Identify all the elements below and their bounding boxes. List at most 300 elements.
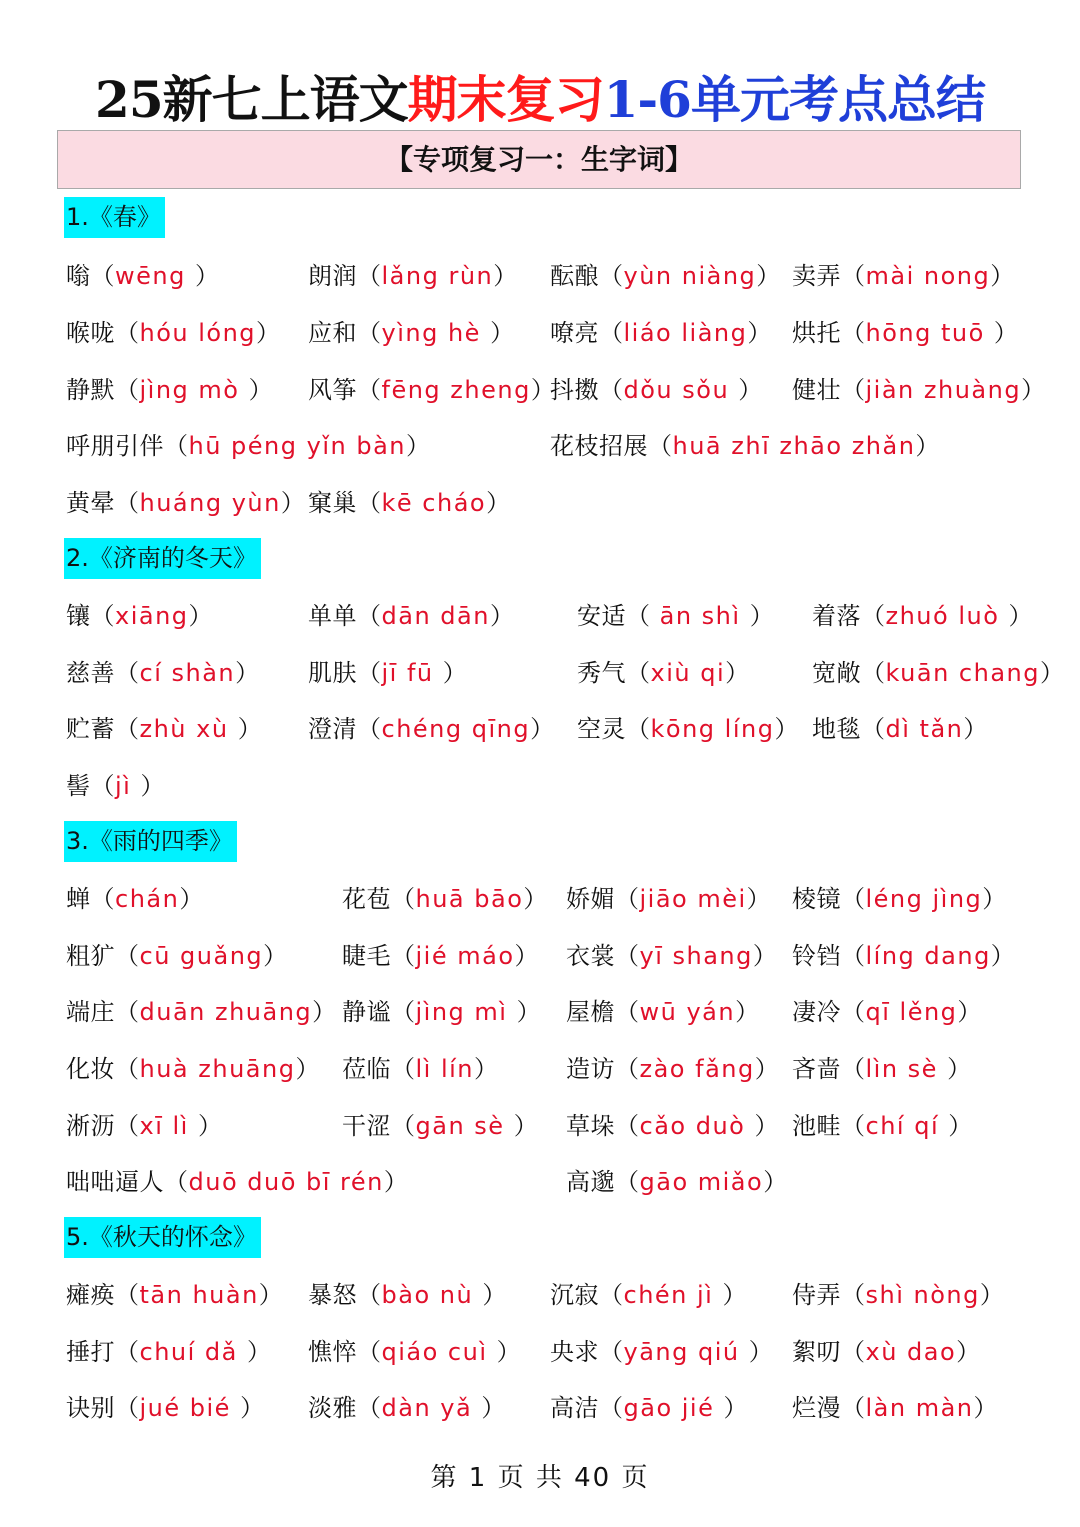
vocab-entry <box>308 373 555 407</box>
open-paren: （ <box>357 262 382 290</box>
close-paren: ） <box>486 489 511 517</box>
open-paren: （ <box>115 942 140 970</box>
vocab-entry <box>792 995 982 1029</box>
open-paren: （ <box>115 489 140 517</box>
vocab-entry <box>550 259 781 293</box>
vocab-pinyin: jī fū <box>381 659 443 687</box>
vocab-pinyin: chuí dǎ <box>139 1338 247 1366</box>
vocab-pinyin: dǒu sǒu <box>623 376 739 404</box>
close-paren: ） <box>496 1338 522 1366</box>
vocab-word: 吝啬 <box>792 1055 841 1083</box>
close-paren: ） <box>1039 659 1065 687</box>
vocab-word: 棱镜 <box>792 885 841 913</box>
vocab-word: 铃铛 <box>792 942 841 970</box>
vocab-word: 化妆 <box>66 1055 115 1083</box>
vocab-word: 镶 <box>66 602 91 630</box>
open-paren: （ <box>391 1112 416 1140</box>
open-paren: （ <box>115 1281 140 1309</box>
close-paren: ） <box>723 1394 748 1422</box>
vocab-word: 贮蓄 <box>66 715 115 743</box>
vocab-entry <box>792 373 1046 407</box>
close-paren: ） <box>979 1281 1005 1309</box>
vocab-word: 朗润 <box>308 262 357 290</box>
open-paren: （ <box>115 715 140 743</box>
vocab-entry <box>66 373 273 407</box>
vocab-word: 端庄 <box>66 998 115 1026</box>
vocab-word: 凄冷 <box>792 998 841 1026</box>
open-paren: （ <box>90 602 115 630</box>
vocab-entry <box>792 882 1007 916</box>
vocab-pinyin: gān sè <box>415 1112 514 1140</box>
open-paren: （ <box>648 432 673 460</box>
vocab-word: 高洁 <box>550 1394 599 1422</box>
open-paren: （ <box>391 1055 416 1083</box>
vocab-pinyin: hōng tuō <box>865 319 994 347</box>
close-paren: ） <box>240 1394 265 1422</box>
vocab-pinyin: làn màn <box>865 1394 974 1422</box>
vocab-word: 嘹亮 <box>550 319 599 347</box>
close-paren: ） <box>722 1281 747 1309</box>
open-paren: （ <box>357 715 382 743</box>
vocab-entry <box>550 1335 773 1369</box>
vocab-word: 捶打 <box>66 1338 115 1366</box>
close-paren: ） <box>516 998 542 1026</box>
vocab-entry <box>577 712 799 746</box>
open-paren: （ <box>115 659 140 687</box>
open-paren: （ <box>841 1055 866 1083</box>
vocab-word: 草垛 <box>566 1112 615 1140</box>
open-paren: （ <box>599 1281 624 1309</box>
open-paren: （ <box>115 1112 140 1140</box>
vocab-entry <box>550 1391 748 1425</box>
vocab-entry <box>577 599 774 633</box>
close-paren: ） <box>735 998 760 1026</box>
vocab-word: 高邈 <box>566 1168 615 1196</box>
open-paren: （ <box>615 1055 640 1083</box>
vocab-pinyin: cū guǎng <box>139 942 264 970</box>
vocab-word: 粗犷 <box>66 942 115 970</box>
open-paren: （ <box>90 885 115 913</box>
close-paren: ） <box>993 319 1019 347</box>
vocab-pinyin: wū yán <box>639 998 736 1026</box>
vocab-word: 瘫痪 <box>66 1281 115 1309</box>
close-paren: ） <box>530 715 555 743</box>
close-paren: ） <box>725 659 750 687</box>
vocab-entry <box>66 1278 283 1312</box>
vocab-pinyin: dān dān <box>381 602 490 630</box>
vocab-entry <box>812 656 1064 690</box>
vocab-pinyin: hū péng yǐn bàn <box>188 432 406 460</box>
open-paren: （ <box>599 1338 624 1366</box>
vocab-word: 干涩 <box>342 1112 391 1140</box>
vocab-word: 淅沥 <box>66 1112 115 1140</box>
close-paren: ） <box>982 885 1007 913</box>
vocab-entry <box>66 769 165 803</box>
vocab-entry <box>66 316 281 350</box>
vocab-word: 地毯 <box>812 715 861 743</box>
open-paren: （ <box>599 262 624 290</box>
vocab-pinyin: huà zhuāng <box>139 1055 296 1083</box>
close-paren: ） <box>248 376 274 404</box>
vocab-entry <box>308 1335 521 1369</box>
section-banner: 【专项复习一：生字词】 <box>57 130 1021 189</box>
vocab-entry <box>342 1052 499 1086</box>
vocab-word: 絮叨 <box>792 1338 841 1366</box>
open-paren: （ <box>841 1281 866 1309</box>
open-paren: （ <box>615 1168 640 1196</box>
close-paren: ） <box>754 1112 779 1140</box>
page-title <box>0 62 1080 138</box>
vocab-pinyin: dì tǎn <box>885 715 964 743</box>
vocab-entry <box>792 1335 981 1369</box>
vocab-pinyin: xī lì <box>139 1112 198 1140</box>
open-paren: （ <box>626 602 651 630</box>
open-paren: （ <box>841 1338 866 1366</box>
vocab-word: 酝酿 <box>550 262 599 290</box>
vocab-pinyin: mài nong <box>865 262 991 290</box>
vocab-pinyin: kōng líng <box>650 715 775 743</box>
vocab-entry <box>308 656 467 690</box>
close-paren: ） <box>756 262 781 290</box>
vocab-pinyin: xiù qi <box>650 659 726 687</box>
vocab-pinyin: huáng yùn <box>139 489 281 517</box>
vocab-entry <box>566 1109 779 1143</box>
close-paren: ） <box>530 376 556 404</box>
open-paren: （ <box>841 262 866 290</box>
vocab-word: 单单 <box>308 602 357 630</box>
vocab-entry <box>66 1335 271 1369</box>
close-paren: ） <box>774 715 799 743</box>
vocab-pinyin: huā zhī zhāo zhǎn <box>672 432 916 460</box>
vocab-pinyin: liáo liàng <box>623 319 748 347</box>
vocab-pinyin: jìng mò <box>139 376 249 404</box>
open-paren: （ <box>357 1338 382 1366</box>
close-paren: ） <box>237 715 263 743</box>
title-part-grade: 25新七上语文 <box>95 70 408 129</box>
vocab-word: 健壮 <box>792 376 841 404</box>
vocab-entry <box>550 316 772 350</box>
open-paren: （ <box>841 1112 866 1140</box>
vocab-pinyin: huā bāo <box>415 885 524 913</box>
vocab-pinyin: jié máo <box>415 942 515 970</box>
open-paren: （ <box>357 489 382 517</box>
section-heading: 5.《秋天的怀念》 <box>64 1217 261 1258</box>
vocab-word: 安适 <box>577 602 626 630</box>
close-paren: ） <box>140 772 165 800</box>
close-paren: ） <box>746 885 772 913</box>
vocab-entry <box>792 316 1018 350</box>
section-heading: 1.《春》 <box>64 197 165 238</box>
vocab-pinyin: duān zhuāng <box>139 998 313 1026</box>
close-paren: ） <box>763 1168 788 1196</box>
vocab-entry <box>308 486 511 520</box>
vocab-entry <box>566 1165 788 1199</box>
vocab-word: 憔悴 <box>308 1338 357 1366</box>
open-paren: （ <box>115 1055 140 1083</box>
vocab-pinyin: jiàn zhuàng <box>865 376 1022 404</box>
vocab-word: 蝉 <box>66 885 91 913</box>
open-paren: （ <box>357 319 382 347</box>
vocab-entry <box>550 373 763 407</box>
close-paren: ） <box>474 1055 499 1083</box>
vocab-entry <box>66 1165 408 1199</box>
vocab-word: 池畦 <box>792 1112 841 1140</box>
open-paren: （ <box>357 602 382 630</box>
vocab-pinyin: qiáo cuì <box>381 1338 497 1366</box>
vocab-pinyin: hóu lóng <box>139 319 257 347</box>
close-paren: ） <box>1008 602 1034 630</box>
close-paren: ） <box>947 1055 972 1083</box>
vocab-entry <box>342 939 539 973</box>
vocab-word: 娇媚 <box>566 885 615 913</box>
vocab-pinyin: duō duō bī rén <box>188 1168 384 1196</box>
vocab-pinyin: cǎo duò <box>639 1112 755 1140</box>
open-paren: （ <box>164 1168 189 1196</box>
close-paren: ） <box>406 432 431 460</box>
vocab-entry <box>792 939 1015 973</box>
close-paren: ） <box>990 262 1015 290</box>
close-paren: ） <box>442 659 468 687</box>
close-paren: ） <box>490 319 515 347</box>
vocab-word: 呼朋引伴 <box>66 432 164 460</box>
vocab-pinyin: wēng <box>115 262 195 290</box>
vocab-word: 莅临 <box>342 1055 391 1083</box>
vocab-word: 窠巢 <box>308 489 357 517</box>
vocab-pinyin: yùn niàng <box>623 262 757 290</box>
open-paren: （ <box>626 659 651 687</box>
vocab-word: 宽敞 <box>812 659 861 687</box>
vocab-word: 髻 <box>66 772 91 800</box>
vocab-entry <box>66 882 204 916</box>
close-paren: ） <box>748 1338 774 1366</box>
close-paren: ） <box>481 1394 506 1422</box>
vocab-pinyin: zhù xù <box>139 715 238 743</box>
open-paren: （ <box>391 885 416 913</box>
vocab-entry <box>792 259 1015 293</box>
vocab-entry <box>66 939 288 973</box>
close-paren: ） <box>738 376 763 404</box>
vocab-pinyin: xiāng <box>115 602 189 630</box>
vocab-pinyin: fēng zheng <box>381 376 531 404</box>
vocab-entry <box>550 429 940 463</box>
close-paren: ） <box>188 602 214 630</box>
vocab-pinyin: líng dang <box>865 942 991 970</box>
page-footer: 第 1 页 共 40 页 <box>430 1463 650 1493</box>
vocab-pinyin: dàn yǎ <box>381 1394 482 1422</box>
vocab-entry <box>566 939 777 973</box>
vocab-word: 着落 <box>812 602 861 630</box>
vocab-word: 衣裳 <box>566 942 615 970</box>
open-paren: （ <box>841 885 866 913</box>
vocab-entry <box>342 1109 538 1143</box>
vocab-pinyin: kuān chang <box>885 659 1040 687</box>
vocab-entry <box>66 1052 320 1086</box>
vocab-pinyin: zào fǎng <box>639 1055 755 1083</box>
vocab-entry <box>308 712 555 746</box>
vocab-entry <box>812 599 1033 633</box>
vocab-entry <box>66 429 431 463</box>
vocab-entry <box>308 1391 506 1425</box>
vocab-entry <box>792 1109 973 1143</box>
close-paren: ） <box>513 1112 539 1140</box>
close-paren: ） <box>514 942 539 970</box>
vocab-word: 屋檐 <box>566 998 615 1026</box>
close-paren: ） <box>194 262 220 290</box>
vocab-pinyin: chán <box>115 885 180 913</box>
vocab-entry <box>308 599 514 633</box>
vocab-word: 慈善 <box>66 659 115 687</box>
vocab-pinyin: bào nù <box>381 1281 483 1309</box>
vocab-pinyin: chén jì <box>623 1281 723 1309</box>
vocab-pinyin: shì nòng <box>865 1281 980 1309</box>
close-paren: ） <box>235 659 260 687</box>
open-paren: （ <box>626 715 651 743</box>
vocab-pinyin: yī shang <box>639 942 753 970</box>
open-paren: （ <box>90 772 115 800</box>
vocab-pinyin: lǎng rùn <box>381 262 494 290</box>
vocab-pinyin: yìng hè <box>381 319 491 347</box>
vocab-word: 咄咄逼人 <box>66 1168 164 1196</box>
vocab-entry <box>792 1052 972 1086</box>
vocab-word: 睫毛 <box>342 942 391 970</box>
open-paren: （ <box>90 262 115 290</box>
close-paren: ） <box>973 1394 999 1422</box>
open-paren: （ <box>841 376 866 404</box>
open-paren: （ <box>841 998 866 1026</box>
title-part-review: 期末复习 <box>407 70 604 129</box>
vocab-pinyin: zhuó luò <box>885 602 1009 630</box>
open-paren: （ <box>615 998 640 1026</box>
close-paren: ） <box>489 602 515 630</box>
close-paren: ） <box>1021 376 1046 404</box>
open-paren: （ <box>115 1394 140 1422</box>
vocab-entry <box>566 1052 779 1086</box>
open-paren: （ <box>357 1394 382 1422</box>
open-paren: （ <box>841 942 866 970</box>
vocab-word: 诀别 <box>66 1394 115 1422</box>
open-paren: （ <box>861 715 886 743</box>
vocab-word: 风筝 <box>308 376 357 404</box>
vocab-word: 沉寂 <box>550 1281 599 1309</box>
close-paren: ） <box>280 489 306 517</box>
vocab-word: 淡雅 <box>308 1394 357 1422</box>
section-heading: 3.《雨的四季》 <box>64 821 237 862</box>
vocab-word: 嗡 <box>66 262 91 290</box>
open-paren: （ <box>357 659 382 687</box>
open-paren: （ <box>115 998 140 1026</box>
vocab-entry <box>308 259 518 293</box>
vocab-word: 卖弄 <box>792 262 841 290</box>
close-paren: ） <box>493 262 518 290</box>
close-paren: ） <box>915 432 940 460</box>
vocab-pinyin: gāo jié <box>623 1394 724 1422</box>
vocab-pinyin: ān shì <box>650 602 750 630</box>
vocab-word: 烘托 <box>792 319 841 347</box>
close-paren: ） <box>256 319 281 347</box>
open-paren: （ <box>615 942 640 970</box>
vocab-entry <box>308 316 515 350</box>
vocab-pinyin: chéng qīng <box>381 715 531 743</box>
vocab-entry <box>66 712 262 746</box>
vocab-word: 花枝招展 <box>550 432 648 460</box>
vocab-word: 侍弄 <box>792 1281 841 1309</box>
close-paren: ） <box>482 1281 507 1309</box>
close-paren: ） <box>312 998 337 1026</box>
open-paren: （ <box>841 319 866 347</box>
vocab-pinyin: tān huàn <box>139 1281 259 1309</box>
vocab-word: 央求 <box>550 1338 599 1366</box>
close-paren: ） <box>956 1338 981 1366</box>
vocab-pinyin: jìng mì <box>415 998 517 1026</box>
open-paren: （ <box>861 602 886 630</box>
close-paren: ） <box>963 715 988 743</box>
open-paren: （ <box>115 319 140 347</box>
vocab-pinyin: xù dao <box>865 1338 957 1366</box>
vocab-pinyin: kē cháo <box>381 489 487 517</box>
vocab-entry <box>66 656 260 690</box>
vocab-pinyin: chí qí <box>865 1112 949 1140</box>
vocab-word: 静谧 <box>342 998 391 1026</box>
open-paren: （ <box>391 998 416 1026</box>
vocab-entry <box>577 656 750 690</box>
open-paren: （ <box>391 942 416 970</box>
vocab-word: 肌肤 <box>308 659 357 687</box>
close-paren: ） <box>754 1055 780 1083</box>
open-paren: （ <box>115 376 140 404</box>
vocab-pinyin: léng jìng <box>865 885 983 913</box>
section-heading: 2.《济南的冬天》 <box>64 538 261 579</box>
open-paren: （ <box>599 319 624 347</box>
vocab-entry <box>66 1391 265 1425</box>
close-paren: ） <box>747 319 772 347</box>
vocab-word: 空灵 <box>577 715 626 743</box>
close-paren: ） <box>246 1338 272 1366</box>
open-paren: （ <box>615 1112 640 1140</box>
vocab-pinyin: qī lěng <box>865 998 958 1026</box>
close-paren: ） <box>752 942 778 970</box>
vocab-entry <box>308 1278 507 1312</box>
vocab-entry <box>792 1278 1004 1312</box>
vocab-pinyin: yāng qiú <box>623 1338 749 1366</box>
vocab-word: 暴怒 <box>308 1281 357 1309</box>
vocab-word: 烂漫 <box>792 1394 841 1422</box>
close-paren: ） <box>179 885 204 913</box>
vocab-pinyin: jué bié <box>139 1394 241 1422</box>
vocab-entry <box>66 486 305 520</box>
close-paren: ） <box>263 942 288 970</box>
open-paren: （ <box>357 376 382 404</box>
vocab-word: 喉咙 <box>66 319 115 347</box>
close-paren: ） <box>197 1112 223 1140</box>
vocab-pinyin: cí shàn <box>139 659 236 687</box>
title-part-units: 1-6单元考点总结 <box>603 70 985 129</box>
vocab-word: 应和 <box>308 319 357 347</box>
close-paren: ） <box>957 998 982 1026</box>
vocab-entry <box>342 882 548 916</box>
close-paren: ） <box>523 885 548 913</box>
vocab-word: 黄晕 <box>66 489 115 517</box>
close-paren: ） <box>948 1112 973 1140</box>
open-paren: （ <box>115 1338 140 1366</box>
vocab-entry <box>792 1391 998 1425</box>
vocab-entry <box>66 995 337 1029</box>
vocab-entry <box>342 995 541 1029</box>
close-paren: ） <box>258 1281 284 1309</box>
vocab-entry <box>550 1278 747 1312</box>
vocab-entry <box>66 259 219 293</box>
vocab-word: 花苞 <box>342 885 391 913</box>
open-paren: （ <box>599 1394 624 1422</box>
